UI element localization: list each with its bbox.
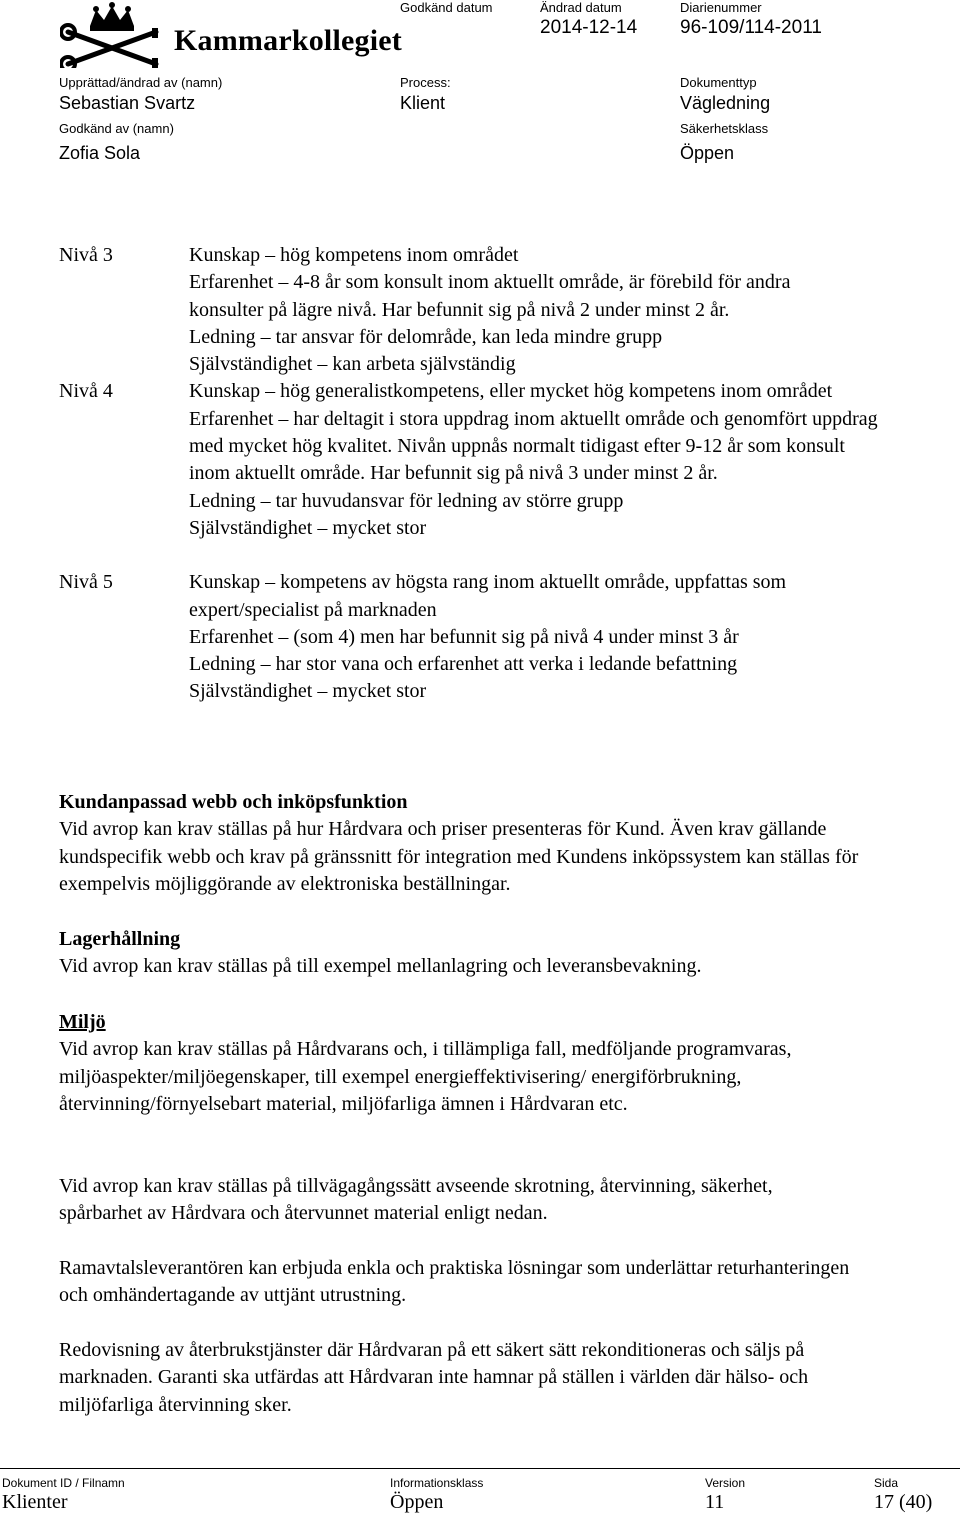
section-text: Vid avrop kan krav ställas på hur Hårdvara och priser presenteras för Kund. Även krav gällande kundspecifik webb och krav på gränssnitt för integration med Kundens inköpssystem kan ställas för exempelvis möjliggörande av elektroniska beställningar. <box>59 818 859 895</box>
level-label: Nivå 5 <box>59 571 113 594</box>
section-kundanpassad <box>59 789 909 898</box>
level-line: Självständighet – mycket stor <box>189 680 427 703</box>
level-row <box>59 569 919 705</box>
approved-by-label: Godkänd av (namn) <box>59 121 174 136</box>
level-label: Nivå 4 <box>59 380 113 403</box>
created-by-value: Sebastian Svartz <box>59 93 196 113</box>
footer-info-class-label: Informationsklass <box>390 1476 484 1490</box>
level-body <box>189 242 919 378</box>
approved-date-label: Godkänd datum <box>400 0 493 15</box>
crown-keys-logo-icon <box>60 2 170 68</box>
competence-levels <box>59 242 919 706</box>
footer-page-label: Sida <box>874 1476 899 1490</box>
level-line: Erfarenhet – har deltagit i stora uppdrag inom aktuellt område och genomfört uppdrag med mycket hög kvalitet. Nivån uppnås normalt tidigast efter 9-12 år som konsult inom aktuellt område. Har befunnit sig på nivå 3 under minst 2 år. <box>189 407 878 485</box>
created-by-label: Upprättad/ändrad av (namn) <box>59 75 223 90</box>
level-line: Kunskap – hög kompetens inom området <box>189 244 519 266</box>
level-line: Ledning – tar ansvar för delområde, kan leda mindre grupp <box>189 325 663 348</box>
level-label: Nivå 3 <box>59 244 113 266</box>
section-heading: Miljö <box>59 1011 106 1033</box>
level-line: Erfarenhet – (som 4) men har befunnit sig på nivå 4 under minst 3 år <box>189 625 739 648</box>
level-row <box>59 378 919 542</box>
footer-page-value: 17 (40) <box>874 1491 933 1513</box>
paragraph-redovisning: Redovisning av återbrukstjänster där Hårdvaran på ett säkert sätt rekonditioneras och säljs på marknaden. Garanti ska utfärdas att Hårdvaran inte hamnar på ställen i världen där hälso- och miljöfarliga återvinning sker. <box>59 1339 809 1416</box>
footer-divider <box>0 1468 960 1469</box>
level-line: Kunskap – kompetens av högsta rang inom aktuellt område, uppfattas som expert/specialist på marknaden <box>189 571 787 621</box>
paragraph-skrotning: Vid avrop kan krav ställas på tillvägagångssätt avseende skrotning, återvinning, säkerhet, spårbarhet av Hårdvara och återvunnet material enligt nedan. <box>59 1175 773 1225</box>
section-heading: Lagerhållning <box>59 928 181 950</box>
level-body <box>189 378 919 542</box>
footer-version-value: 11 <box>705 1491 725 1513</box>
document-type-label: Dokumenttyp <box>680 75 757 90</box>
level-line: Självständighet – kan arbeta självständig <box>189 353 516 376</box>
section-miljo <box>59 1009 909 1118</box>
footer-document-id-label: Dokument ID / Filnamn <box>2 1476 125 1490</box>
footer-version-label: Version <box>705 1476 746 1490</box>
section-heading: Kundanpassad webb och inköpsfunktion <box>59 791 408 813</box>
registry-number-label: Diarienummer <box>680 0 762 15</box>
security-class-value: Öppen <box>680 143 735 163</box>
section-text: Vid avrop kan krav ställas på till exempel mellanlagring och leveransbevakning. <box>59 955 702 978</box>
section-paragraph: Vid avrop kan krav ställas på Hårdvarans och, i tillämpliga fall, medföljande programvaras, miljöaspekter/miljöegenskaper, till exempel energieffektivisering/ energiförbrukning, återvinning/förnyelsebart material, miljöfarliga ämnen i Hårdvaran etc. <box>59 1038 792 1115</box>
approved-by-value: Zofia Sola <box>59 143 141 163</box>
logo <box>60 2 402 72</box>
level-line: Erfarenhet – 4-8 år som konsult inom aktuellt område, är förebild för andra konsulter på lägre nivå. Har befunnit sig på nivå 2 under minst 2 år. <box>189 271 791 321</box>
level-row <box>59 242 919 378</box>
footer-document-id-value: Klienter <box>2 1491 68 1513</box>
logo-wordmark: Kammarkollegiet <box>174 24 402 57</box>
process-label: Process: <box>400 75 451 90</box>
security-class-label: Säkerhetsklass <box>680 121 769 136</box>
document-type-value: Vägledning <box>680 93 771 113</box>
process-value: Klient <box>400 93 446 113</box>
header <box>0 0 960 170</box>
section-lagerhallning <box>59 926 909 981</box>
registry-number-value: 96-109/114-2011 <box>680 17 822 38</box>
changed-date-value: 2014-12-14 <box>540 17 638 38</box>
level-body <box>189 569 919 705</box>
level-line: Självständighet – mycket stor <box>189 516 427 539</box>
paragraph-ramavtal: Ramavtalsleverantören kan erbjuda enkla och praktiska lösningar som underlättar returhanteringen och omhändertagande av uttjänt utrustning. <box>59 1257 850 1307</box>
level-line: Ledning – har stor vana och erfarenhet att verka i ledande befattning <box>189 653 738 676</box>
footer-info-class-value: Öppen <box>390 1491 444 1513</box>
changed-date-label: Ändrad datum <box>540 0 622 15</box>
level-line: Ledning – tar huvudansvar för ledning av större grupp <box>189 489 624 512</box>
level-line: Kunskap – hög generalistkompetens, eller mycket hög kompetens inom området <box>189 380 833 403</box>
